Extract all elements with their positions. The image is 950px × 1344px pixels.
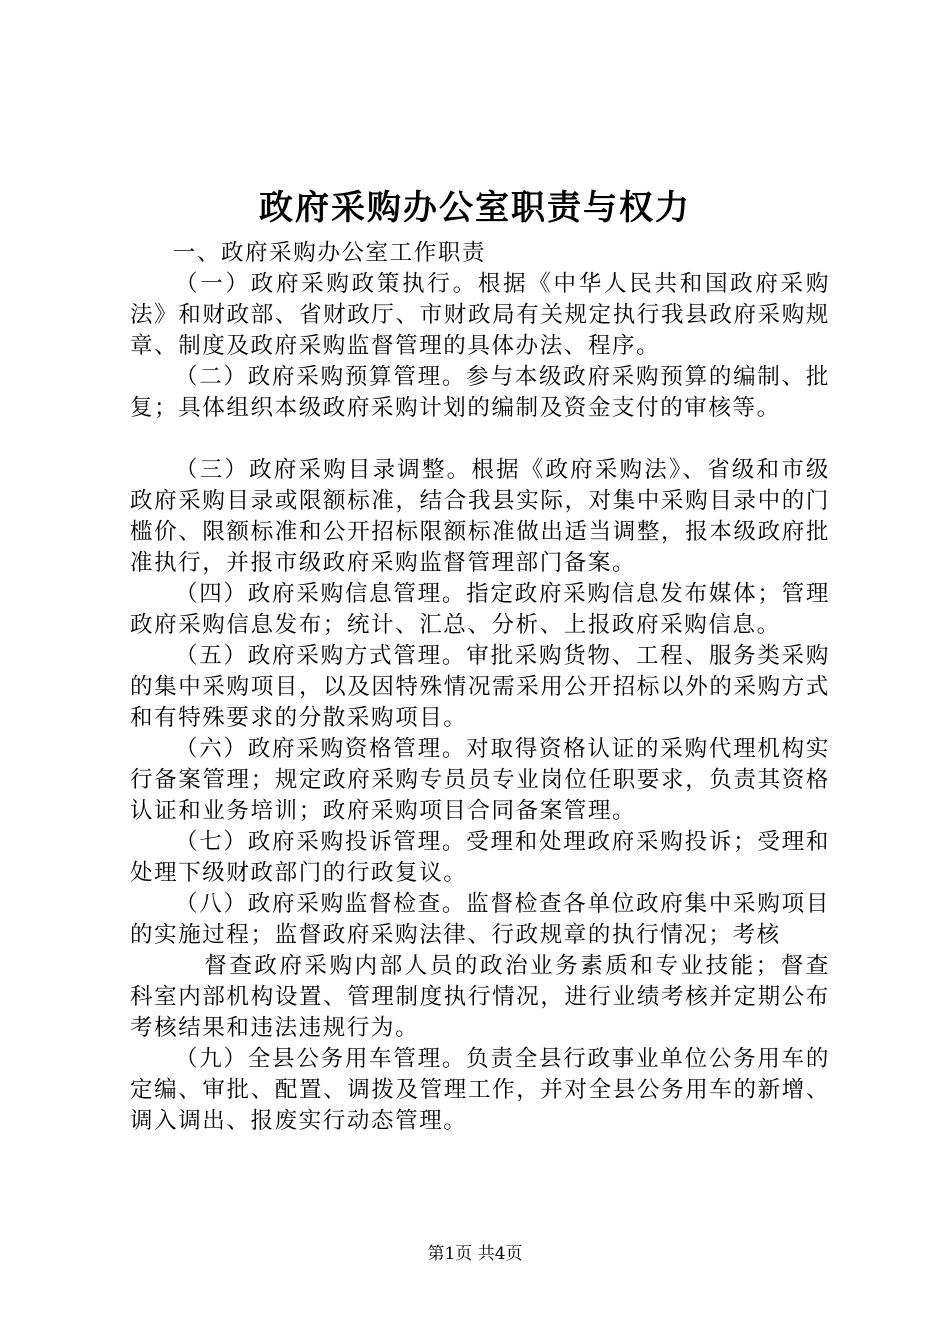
paragraph-6: （六）政府采购资格管理。对取得资格认证的采购代理机构实行备案管理；规定政府采购专员员专业岗位任职要求，负责其资格认证和业务培训；政府采购项目合同备案管理。	[130, 736, 830, 824]
paragraph-1: （一）政府采购政策执行。根据《中华人民共和国政府采购法》和财政部、省财政厅、市财政局有关规定执行我县政府采购规章、制度及政府采购监督管理的具体办法、程序。	[130, 271, 830, 359]
paragraph-7: （七）政府采购投诉管理。受理和处理政府采购投诉；受理和处理下级财政部门的行政复议。	[130, 829, 830, 886]
section-heading: 一、政府采购办公室工作职责	[172, 240, 487, 266]
paragraph-3: （三）政府采购目录调整。根据《政府采购法》、省级和市级政府采购目录或限额标准，结合我县实际，对集中采购目录中的门槛价、限额标准和公开招标限额标准做出适当调整，报本级政府批准执行，并报市级政府采购监督管理部门备案。	[130, 457, 830, 576]
document-title: 政府采购办公室职责与权力	[259, 188, 691, 228]
paragraph-2: （二）政府采购预算管理。参与本级政府采购预算的编制、批复；具体组织本级政府采购计划的编制及资金支付的审核等。	[130, 364, 830, 421]
page-number-footer: 第1页 共4页	[427, 1244, 523, 1264]
paragraph-8-continued: 督查政府采购内部人员的政治业务素质和专业技能；督查科室内部机构设置、管理制度执行情况，进行业绩考核并定期公布考核结果和违法违规行为。	[130, 953, 830, 1041]
paragraph-4: （四）政府采购信息管理。指定政府采购信息发布媒体；管理政府采购信息发布；统计、汇总、分析、上报政府采购信息。	[130, 581, 830, 638]
paragraph-5: （五）政府采购方式管理。审批采购货物、工程、服务类采购的集中采购项目，以及因特殊情况需采用公开招标以外的采购方式和有特殊要求的分散采购项目。	[130, 643, 830, 731]
paragraph-8: （八）政府采购监督检查。监督检查各单位政府集中采购项目的实施过程；监督政府采购法律、行政规章的执行情况；考核	[130, 891, 830, 948]
paragraph-9: （九）全县公务用车管理。负责全县行政事业单位公务用车的定编、审批、配置、调拨及管理工作，并对全县公务用车的新增、调入调出、报废实行动态管理。	[130, 1046, 830, 1134]
document-body	[130, 238, 830, 1137]
